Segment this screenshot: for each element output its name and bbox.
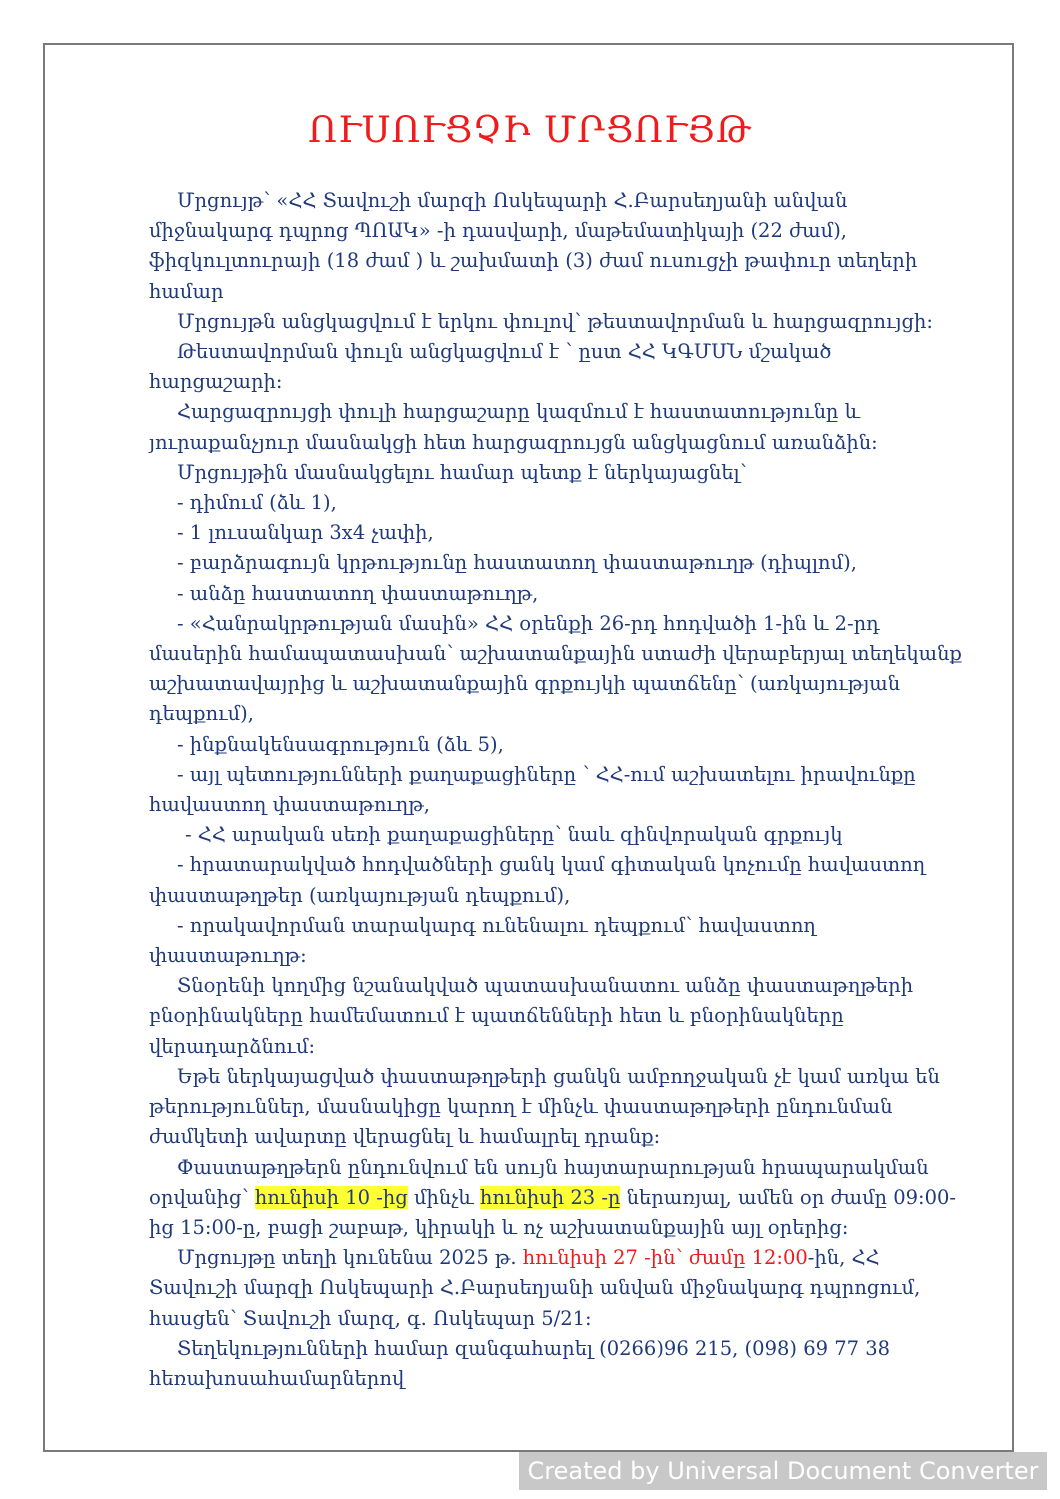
venue-text-1: Մրցույթը տեղի կունենա 2025 թ.	[177, 1246, 523, 1270]
dates-text-3: ներառյալ, ամեն օր ժամը 09:00-ից 15:00-ը, բացի շաբաթ, կիրակի և ոչ աշխատանքային այլ օրերից:	[149, 1185, 957, 1239]
paragraph-contact: Տեղեկությունների համար զանգահարել (0266)96 215, (098) 69 77 38 հեռախոսահամարներով	[149, 1336, 891, 1390]
list-item-foreign-citizens: - այլ պետությունների քաղաքացիները ՝ ՀՀ-ում աշխատելու իրավունքը հավաստող փաստաթուղթ,	[149, 762, 916, 817]
dates-text-2: մինչև	[407, 1185, 480, 1209]
list-item-publications: - հրատարակված հոդվածների ցանկ կամ գիտական կոչումը հավաստող փաստաթղթեր (առկայության դեպքում),	[149, 853, 926, 907]
paragraph-dates	[149, 1153, 964, 1244]
watermark-banner: Created by Universal Document Converter	[519, 1452, 1047, 1490]
list-item-application: - դիմում (ձև 1),	[177, 491, 337, 515]
venue-text-2: -ին, ՀՀ Տավուշի մարզի Ոսկեպարի Հ.Բարսեղյանի անվան միջնակարգ դպրոցում, հասցեն՝ Տավուշի մարզ, գ. Ոսկեպար 5/21:	[149, 1246, 921, 1330]
start-date-highlight: հունիսի 10 -ից	[254, 1185, 408, 1209]
paragraph-originals: Տնօրենի կողմից նշանակված պատասխանատու անձը փաստաթղթերի բնօրինակները համեմատում է պատճենների հետ և բնօրինակները վերադարձնում:	[149, 974, 914, 1058]
document-body	[149, 186, 964, 1394]
paragraph-venue	[149, 1243, 964, 1334]
paragraph-stages: Մրցույթն անցկացվում է երկու փուլով՝ թեստավորման և հարցազրույցի:	[177, 309, 933, 333]
list-item-cv: - ինքնակենսագրություն (ձև 5),	[177, 732, 504, 756]
paragraph-testing: Թեստավորման փուլն անցկացվում է ՝ ըստ ՀՀ ԿԳՄՍՆ մշակած հարցաշարի:	[149, 340, 832, 394]
list-item-photo: - 1 լուսանկար 3x4 չափի,	[177, 521, 434, 545]
end-date-highlight: հունիսի 23 -ը	[479, 1185, 621, 1209]
list-item-qualification: - որակավորման տարակարգ ունենալու դեպքում՝ հավաստող փաստաթուղթ:	[149, 913, 816, 968]
list-item-military-book: - ՀՀ արական սեռի քաղաքացիները՝ նաև զինվորական գրքույկ	[185, 823, 843, 847]
dates-text-1: Փաստաթղթերն ընդունվում են սույն հայտարարության հրապարակման օրվանից՝	[149, 1155, 929, 1209]
list-item-work-record: - «Հանրակրթության մասին» ՀՀ օրենքի 26-րդ հոդվածի 1-ին և 2-րդ մասերին համապատասխան՝ աշխատանքային ստաժի վերաբերյալ տեղեկանք աշխատավայրից և աշխատանքային գրքույկի պատճենը՝ (առկայության դեպքում),	[149, 611, 962, 726]
paragraph-incomplete: Եթե ներկայացված փաստաթղթերի ցանկն ամբողջական չէ կամ առկա են թերություններ, մասնակիցը կարող է մինչև փաստաթղթերի ընդունման ժամկետի ավարտը վերացնել և համալրել դրանք:	[149, 1064, 940, 1149]
list-item-id: - անձը հաստատող փաստաթուղթ,	[177, 581, 539, 605]
paragraph-interview: Հարցազրույցի փուլի հարցաշարը կազմում է հաստատությունը և յուրաքանչյուր մասնակցի հետ հարցազրույցն անցկացնում առանձին:	[149, 400, 878, 454]
paragraph-requirements-heading: Մրցույթին մասնակցելու համար պետք է ներկայացնել՝	[177, 460, 747, 484]
document-title: ՈՒՍՈՒՑՉԻ ՄՐՑՈՒՅԹ	[308, 110, 752, 151]
contest-date-time: հունիսի 27 -ին՝ ժամը 12:00	[522, 1246, 808, 1270]
paragraph-intro: Մրցույթ՝ «ՀՀ Տավուշի մարզի Ոսկեպարի Հ.Բարսեղյանի անվան միջնակարգ դպրոց ՊՈԱԿ» -ի դասվարի, մաթեմատիկայի (22 ժամ), ֆիզկուլտուրայի (18 ժամ ) և շախմատի (3) ժամ ուսուցչի թափուր տեղերի համար	[149, 189, 918, 303]
list-item-diploma: - բարձրագույն կրթությունը հաստատող փաստաթուղթ (դիպլոմ),	[177, 551, 857, 575]
